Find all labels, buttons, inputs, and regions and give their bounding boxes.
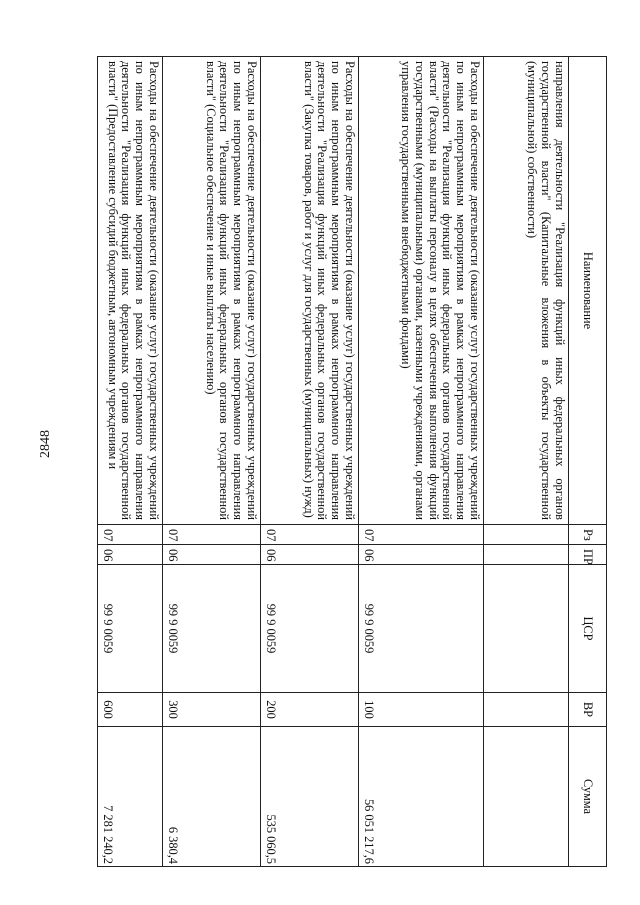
table-row [98, 57, 163, 867]
header-pr: ПР [569, 545, 607, 565]
row-vr [484, 693, 569, 727]
row-sum [484, 727, 569, 867]
row-csr: 99 9 0059 [261, 565, 359, 693]
row-rz [484, 525, 569, 545]
page-number: 2848 [38, 430, 53, 458]
table-header-row [569, 57, 607, 867]
row-vr: 200 [261, 693, 359, 727]
row-sum: 56 051 217,6 [359, 727, 484, 867]
header-rz: Рз [569, 525, 607, 545]
header-sum: Сумма [569, 727, 607, 867]
row-vr: 300 [163, 693, 261, 727]
rotated-page [100, 56, 607, 866]
table-row [163, 57, 261, 867]
row-sum: 535 060,5 [261, 727, 359, 867]
row-csr: 99 9 0059 [98, 565, 163, 693]
row-name: Расходы на обеспечение деятельности (оказание услуг) государственных учреждений по иным непрограммным мероприятиям в рамках непрограммного направления деятельности "Реализация функций иных федеральных органов государственной власти" (Предоставление субсидий бюджетным, автономным учреждениям и [98, 57, 163, 525]
row-vr: 100 [359, 693, 484, 727]
row-rz: 07 [261, 525, 359, 545]
row-pr [484, 545, 569, 565]
row-name: Расходы на обеспечение деятельности (оказание услуг) государственных учреждений по иным непрограммным мероприятиям в рамках непрограммного направления деятельности "Реализация функций иных федеральных органов государственной власти" (Расходы на выплаты персоналу в целях обеспечения выполнения функций государственными (муниципальными) органами, казенными учреждениями, органами управления государственными внебюджетными фондами) [359, 57, 484, 525]
header-vr: ВР [569, 693, 607, 727]
row-name: Расходы на обеспечение деятельности (оказание услуг) государственных учреждений по иным непрограммным мероприятиям в рамках непрограммного направления деятельности "Реализация функций иных федеральных органов государственной власти" (Закупка товаров, работ и услуг для государственных (муниципальных) нужд) [261, 57, 359, 525]
row-pr: 06 [163, 545, 261, 565]
row-name: Расходы на обеспечение деятельности (оказание услуг) государственных учреждений по иным непрограммным мероприятиям в рамках непрограммного направления деятельности "Реализация функций иных федеральных органов государственной власти" (Социальное обеспечение и иные выплаты населению) [163, 57, 261, 525]
table-row [484, 57, 569, 867]
row-csr: 99 9 0059 [163, 565, 261, 693]
row-name: направления деятельности "Реализация функций иных федеральных органов государственной власти" (Капитальные вложения в объекты государственной (муниципальной) собственности) [484, 57, 569, 525]
row-rz: 07 [359, 525, 484, 545]
header-csr: ЦСР [569, 565, 607, 693]
row-sum: 6 380,4 [163, 727, 261, 867]
row-vr: 600 [98, 693, 163, 727]
row-rz: 07 [98, 525, 163, 545]
row-sum: 7 281 240,2 [98, 727, 163, 867]
row-pr: 06 [98, 545, 163, 565]
row-rz: 07 [163, 525, 261, 545]
row-csr: 99 9 0059 [359, 565, 484, 693]
row-pr: 06 [359, 545, 484, 565]
table-row [261, 57, 359, 867]
table-row [359, 57, 484, 867]
budget-table [97, 56, 607, 867]
row-csr [484, 565, 569, 693]
row-pr: 06 [261, 545, 359, 565]
header-name: Наименование [569, 57, 607, 525]
